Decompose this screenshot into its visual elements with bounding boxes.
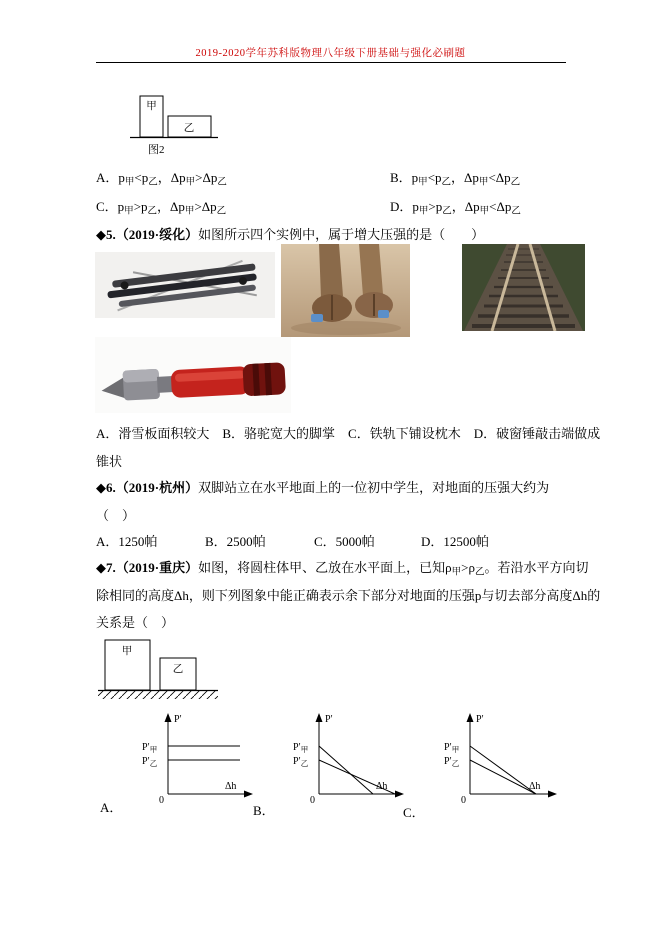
graph-a-origin: 0	[159, 795, 164, 804]
q7-question-line2: 除相同的高度Δh，则下列图象中能正确表示余下部分对地面的压强p与切去部分高度Δh的	[96, 588, 601, 603]
q6-question-cont: （ ）	[96, 508, 136, 523]
graph-b-origin: 0	[310, 795, 315, 804]
graph-option-a	[128, 706, 263, 804]
graph-b-ylabel: P′	[325, 714, 333, 725]
graph-c-ylabel: P′	[476, 714, 484, 725]
graph-b-xlabel: Δh	[376, 781, 388, 792]
page-header-title: 2019-2020学年苏科版物理八年级下册基础与强化必刷题	[195, 48, 466, 59]
q5-question	[96, 224, 484, 243]
graph-b-jia-tick: $P'_甲$	[293, 742, 309, 754]
graph-b-line-jia	[319, 746, 373, 794]
graph-c-line-yi	[470, 760, 536, 794]
q7-choice-a-label: A．	[100, 800, 123, 815]
q4-option-c: C．$p_甲>p_乙$，$\Delta p_甲>\Delta p_乙$	[96, 199, 227, 217]
q6-number: ◆6.（2019·杭州）	[96, 480, 199, 495]
railway-photo	[462, 244, 585, 331]
q5-options-line2: 锥状	[96, 454, 123, 469]
camel-feet-photo	[281, 244, 410, 337]
graph-a-yi-tick: $P'_乙$	[142, 756, 158, 768]
graph-c-line-jia	[470, 746, 536, 794]
q4-option-d: D．$p_甲>p_乙$，$\Delta p_甲<\Delta p_乙$	[390, 199, 521, 217]
graph-option-c	[432, 706, 567, 804]
graph-a-ylabel: P′	[174, 714, 182, 725]
q6-question	[96, 477, 549, 496]
graph-c-xlabel: Δh	[529, 781, 541, 792]
q4-option-a: A．$p_甲<p_乙$，$\Delta p_甲>\Delta p_乙$	[96, 170, 227, 188]
graph-option-b	[283, 706, 413, 804]
q7-number: ◆7.（2019·重庆）	[96, 560, 199, 575]
fig2-yi-label: 乙	[183, 123, 195, 134]
q5-options-line1: A．滑雪板面积较大 B．骆驼宽大的脚掌 C．铁轨下铺设枕木 D．破窗锤敲击端做成	[96, 426, 601, 441]
header-divider	[96, 62, 566, 63]
graph-c-yaxis-arrow	[467, 713, 474, 722]
q7-text-rich: 如图，将圆柱体甲、乙放在水平面上，已知$\rho_甲>\rho_乙$。若沿水平方向切	[198, 560, 589, 578]
graph-c-xaxis-arrow	[548, 791, 557, 798]
q6-option-c: C．5000帕	[314, 534, 375, 549]
q6-option-a: A．1250帕	[96, 534, 158, 549]
q7-choice-c-label: C．	[403, 805, 425, 820]
q7-jia-label: 甲	[121, 646, 133, 657]
graph-a-yaxis-arrow	[165, 713, 172, 722]
graph-a-jia-tick: $P'_甲$	[142, 742, 158, 754]
safety-hammer-photo	[95, 337, 291, 413]
q4-option-b: B．$p_甲<p_乙$，$\Delta p_甲<\Delta p_乙$	[390, 170, 521, 188]
q5-text: 如图所示四个实例中，属于增大压强的是（ ）	[198, 227, 485, 242]
graph-c-origin: 0	[461, 795, 466, 804]
graph-c-yi-tick: $P'_乙$	[444, 756, 460, 768]
ski-photo	[95, 252, 275, 318]
graph-c-jia-tick: $P'_甲$	[444, 742, 460, 754]
fig2-caption: 图2	[148, 144, 165, 156]
graph-b-yi-tick: $P'_乙$	[293, 756, 309, 768]
q7-ground-hatch	[98, 691, 218, 699]
q5-number: ◆5.（2019·绥化）	[96, 227, 199, 242]
q6-text: 双脚站立在水平地面上的一位初中学生，对地面的压强大约为	[198, 480, 550, 495]
q7-question-line3: 关系是（ ）	[96, 615, 175, 630]
graph-b-yaxis-arrow	[316, 713, 323, 722]
graph-a-xlabel: Δh	[225, 781, 237, 792]
q6-option-b: B．2500帕	[205, 534, 266, 549]
graph-b-xaxis-arrow	[395, 791, 404, 798]
fig2-jia-label: 甲	[146, 101, 157, 112]
q6-option-d: D．12500帕	[421, 534, 489, 549]
q7-choice-b-label: B．	[253, 803, 275, 818]
q7-yi-label: 乙	[172, 664, 184, 675]
q7-question-line1	[96, 557, 588, 578]
graph-b-line-yi	[319, 760, 395, 794]
q7-cylinders-diagram	[98, 632, 223, 704]
fig2-blocks-diagram	[128, 92, 223, 144]
graph-a-xaxis-arrow	[244, 791, 253, 798]
